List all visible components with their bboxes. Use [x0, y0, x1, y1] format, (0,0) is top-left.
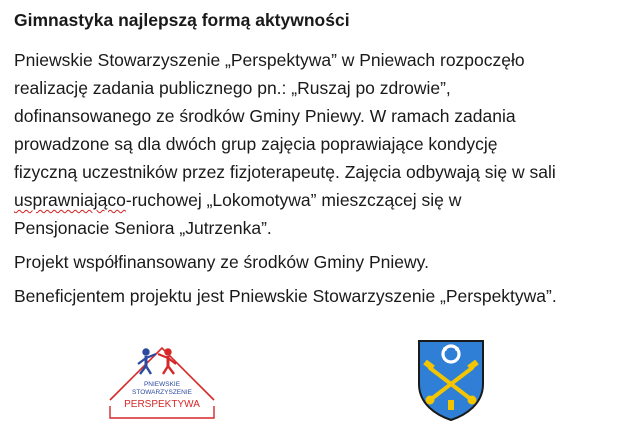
- coat-of-arms-icon: [416, 338, 486, 422]
- logo-strip: [0, 338, 632, 427]
- paragraph-line: dofinansowanego ze środków Gminy Pniewy. W ramach zadania: [14, 106, 516, 126]
- paragraph-line: [14, 186, 626, 214]
- document-body: [14, 8, 626, 316]
- paragraph-intro: [14, 46, 626, 242]
- logo-text-line2: STOWARZYSZENIE: [132, 389, 192, 396]
- misspelled-word[interactable]: usprawniająco: [14, 190, 126, 210]
- perspektywa-logo: [106, 340, 218, 420]
- paragraph-line-rest: -ruchowej „Lokomotywa” mieszczącej się w: [125, 190, 462, 210]
- paragraph-line: Pniewskie Stowarzyszenie „Perspektywa” w Pniewach rozpoczęło: [14, 50, 525, 70]
- document-title: Gimnastyka najlepszą formą aktywności: [14, 10, 350, 30]
- logo-text-line1: PNIEWSKIE: [143, 381, 181, 388]
- paragraph-beneficiary: Beneficjentem projektu jest Pniewskie Stowarzyszenie „Perspektywa”.: [14, 286, 557, 306]
- paragraph-line: realizację zadania publicznego pn.: „Ruszaj po zdrowie”,: [14, 78, 451, 98]
- paragraph-line: Pensjonacie Seniora „Jutrzenka”.: [14, 218, 272, 238]
- paragraph-line: fizyczną uczestników przez fizjoterapeutę. Zajęcia odbywają się w sali: [14, 162, 556, 182]
- paragraph-line: prowadzone są dla dwóch grup zajęcia poprawiające kondycję: [14, 134, 498, 154]
- paragraph-cofinancing: Projekt współfinansowany ze środków Gminy Pniewy.: [14, 252, 429, 272]
- person-red-icon: [158, 349, 176, 374]
- logo-text-line3: PERSPEKTYWA: [124, 399, 200, 410]
